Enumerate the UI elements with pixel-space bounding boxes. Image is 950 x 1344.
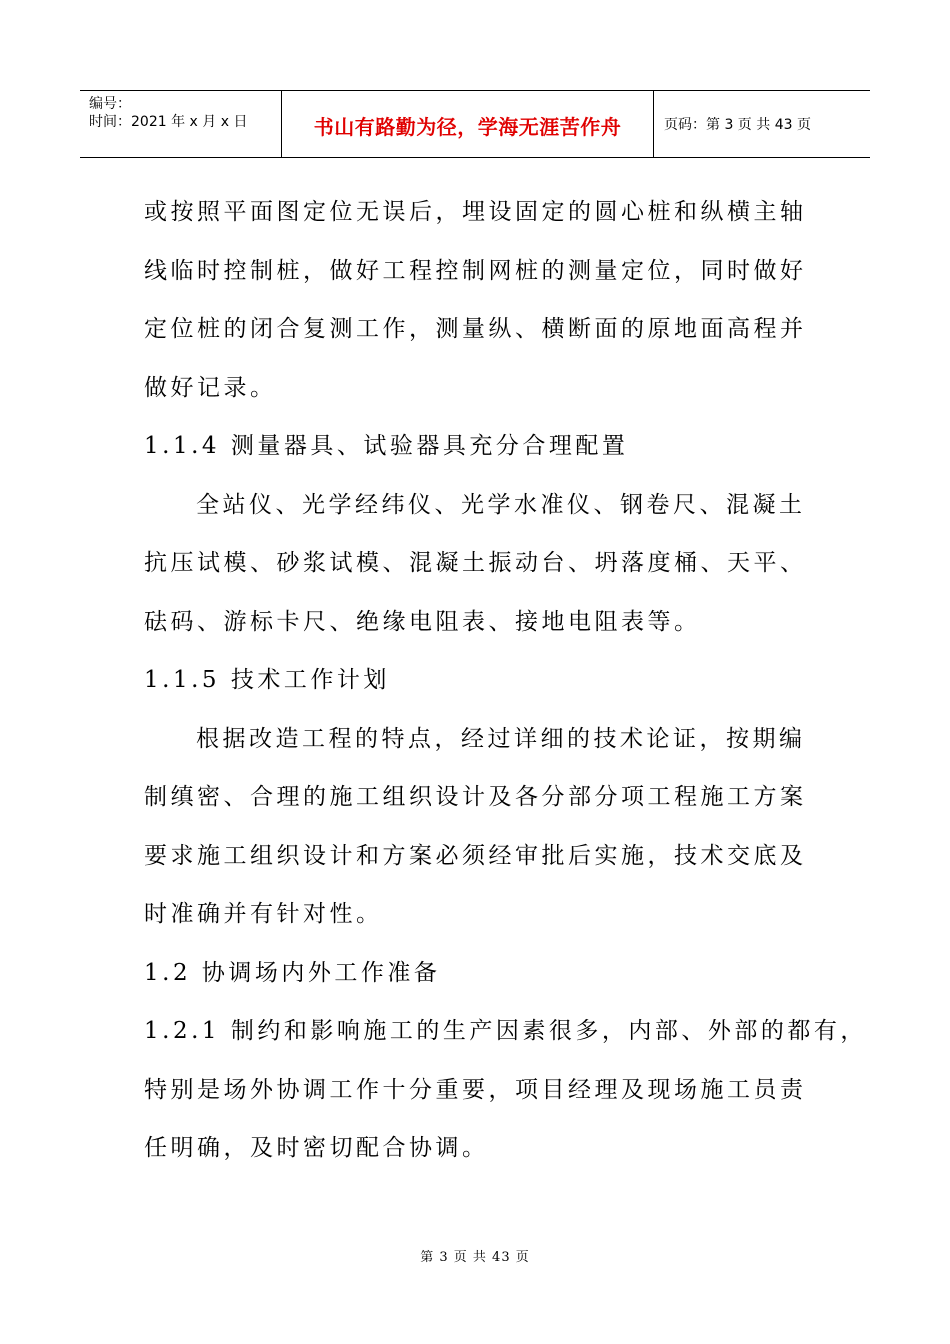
- body-line: 定位桩的闭合复测工作，测量纵、横断面的原地面高程并: [144, 316, 807, 342]
- motto-text: 书山有路勤为径，学海无涯苦作舟: [313, 114, 622, 139]
- body-line: 砝码、游标卡尺、绝缘电阻表、接地电阻表等。: [144, 608, 701, 635]
- body-line: 全站仪、光学经纬仪、光学水准仪、钢卷尺、混凝土: [196, 491, 806, 518]
- body-line: 制缜密、合理的施工组织设计及各分部分项工程施工方案: [144, 784, 807, 810]
- body-line: 要求施工组织设计和方案必须经审批后实施，技术交底及: [144, 842, 807, 869]
- page-footer: 第 3 页 共 43 页: [420, 1250, 530, 1265]
- body-line: 特别是场外协调工作十分重要，项目经理及现场施工员责: [144, 1076, 807, 1103]
- serial-number-label: 编号：: [89, 96, 131, 112]
- header-motto-cell: [282, 91, 654, 157]
- body-line: 根据改造工程的特点，经过详细的技术论证，按期编: [196, 725, 806, 752]
- body-line: 抗压试模、砂浆试模、混凝土振动台、坍落度桶、天平、: [144, 550, 807, 576]
- section-heading-1-2: 1.2 协调场内外工作准备: [144, 959, 441, 986]
- section-heading-1-2-1: 1.2.1 制约和影响施工的生产因素很多，内部、外部的都有，: [144, 1018, 867, 1044]
- header-meta-cell: [80, 91, 282, 157]
- section-heading-1-1-4: 1.1.4 测量器具、试验器具充分合理配置: [144, 433, 629, 459]
- body-line: 或按照平面图定位无误后，埋设固定的圆心桩和纵横主轴: [144, 199, 807, 225]
- page-info: 页码：第 3 页 共 43 页: [664, 117, 811, 133]
- document-header: [80, 90, 870, 158]
- body-line: 线临时控制桩，做好工程控制网桩的测量定位，同时做好: [144, 257, 807, 284]
- date-line: 时间：2021 年 x 月 x 日: [89, 114, 248, 130]
- body-line: 任明确，及时密切配合协调。: [144, 1135, 489, 1161]
- header-page-cell: [654, 91, 870, 157]
- body-line: 时准确并有针对性。: [144, 901, 383, 927]
- section-heading-1-1-5: 1.1.5 技术工作计划: [144, 667, 390, 693]
- document-body: [144, 183, 867, 1178]
- body-line: 做好记录。: [144, 374, 277, 401]
